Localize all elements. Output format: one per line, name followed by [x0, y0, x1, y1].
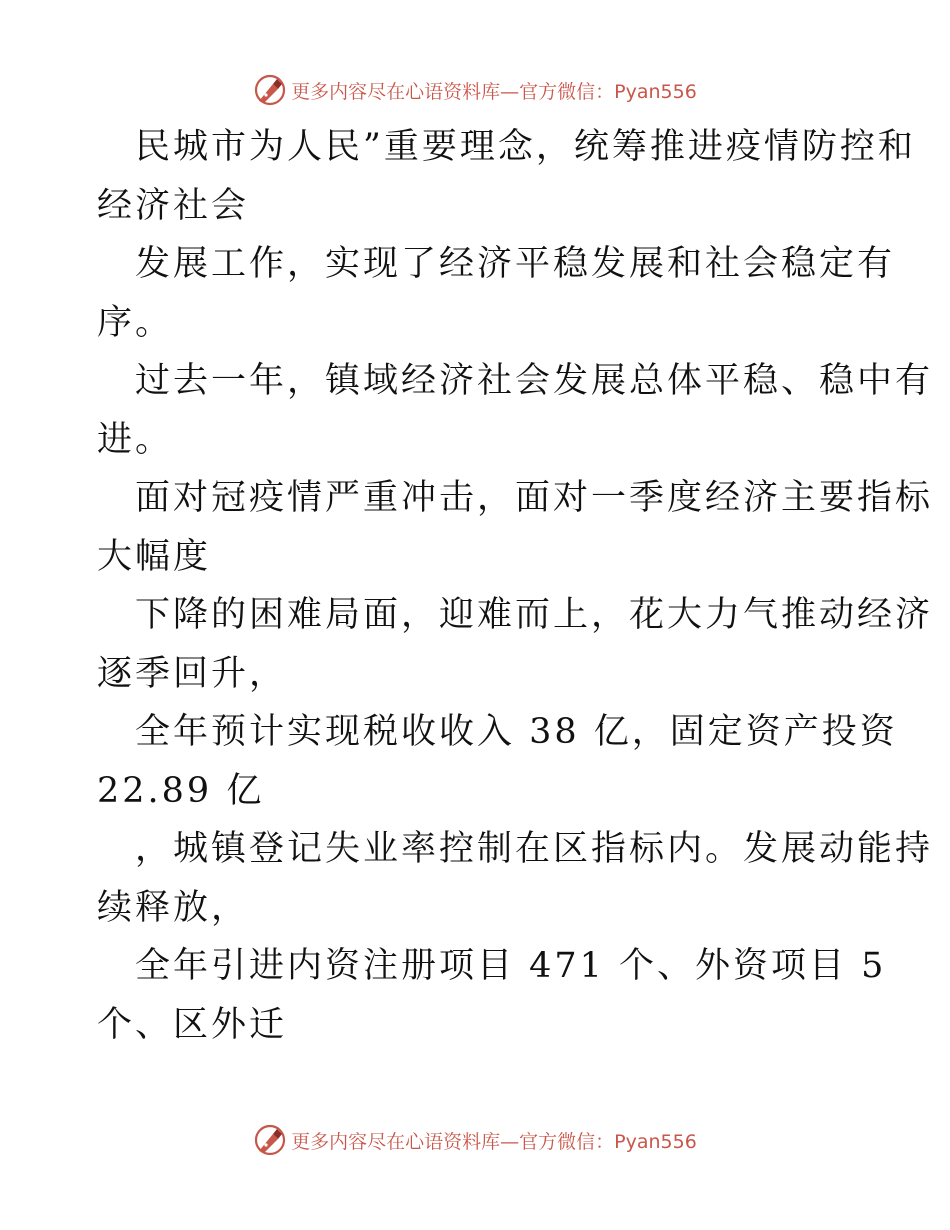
text-line: 经济社会: [97, 185, 250, 226]
text-line: 民城市为人民”重要理念，统筹推进疫情防控和: [135, 127, 916, 167]
text-line: 逐季回升，: [97, 653, 288, 694]
watermark-account: Pyan556: [614, 1130, 697, 1153]
document-body: [97, 118, 934, 1054]
text-line: 下降的困难局面，迎难而上，花大力气推动经济: [135, 595, 934, 635]
text-line: 全年预计实现税收收入 38 亿，固定资产投资: [135, 712, 898, 752]
text-line: 大幅度: [97, 536, 212, 577]
text-line: 全年引进内资注册项目 471 个、外资项目 5: [135, 946, 887, 986]
watermark-text: 更多内容尽在心语资料库—官方微信：Pyan556: [291, 80, 697, 103]
text-line: ，城镇登记失业率控制在区指标内。发展动能持: [135, 829, 934, 869]
text-line: 面对冠疫情严重冲击，面对一季度经济主要指标: [135, 478, 934, 518]
footer-watermark: [0, 1120, 950, 1160]
text-line: 发展工作，实现了经济平稳发展和社会稳定有: [135, 244, 896, 284]
text-line: 序。: [97, 302, 174, 343]
text-line: 进。: [97, 419, 174, 460]
pen-logo-icon: [253, 73, 287, 107]
text-line: 续释放，: [97, 887, 250, 928]
header-watermark: [0, 70, 950, 110]
text-line: 过去一年，镇域经济社会发展总体平稳、稳中有: [135, 361, 934, 401]
watermark-text: 更多内容尽在心语资料库—官方微信：Pyan556: [291, 1130, 697, 1153]
watermark-account: Pyan556: [614, 80, 697, 103]
text-line: 22.89 亿: [97, 770, 265, 811]
text-line: 个、区外迁: [97, 1004, 288, 1045]
pen-logo-icon: [253, 1123, 287, 1157]
